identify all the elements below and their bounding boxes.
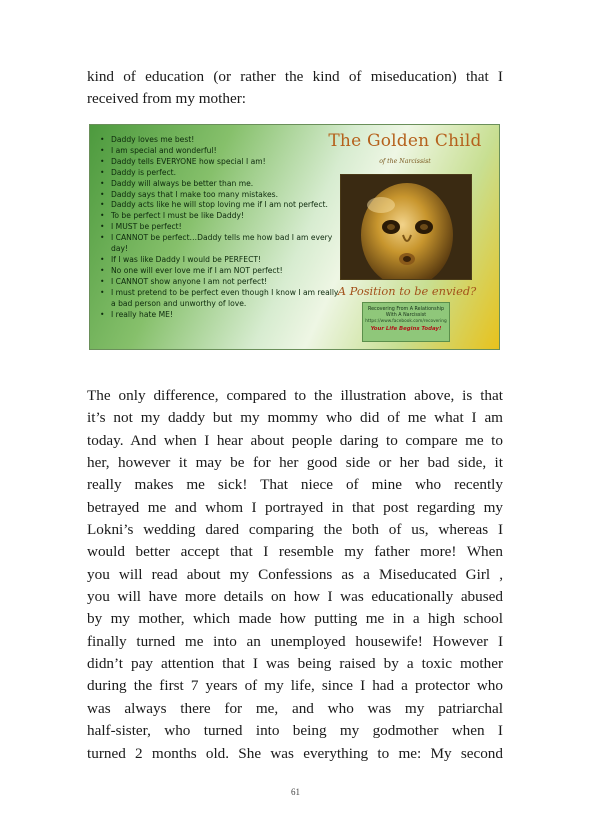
body-line: by my mother, which made how putting me in a high school — [87, 610, 503, 628]
bullet-item: • If I was like Daddy I would be PERFECT! — [99, 255, 344, 266]
body-line: betrayed me and whom I portrayed in that post regarding my — [87, 498, 503, 516]
illustration-subtitle: of the Narcissist — [379, 158, 431, 165]
body-line: it’s not my daddy but my mommy who did of me what I am — [87, 409, 503, 427]
body-line: didn’t pay attention that I was being raised by a toxic mother — [87, 655, 503, 673]
badge-url: https://www.facebook.com/recovering — [365, 319, 447, 325]
illustration-tagline: A Position to be envied? — [337, 284, 477, 298]
bullet-item: • I CANNOT be perfect…Daddy tells me how bad I am every day! — [99, 233, 344, 255]
body-line: really makes me sick! That niece of mine who recently — [87, 476, 503, 494]
intro-paragraph — [87, 66, 503, 111]
body-line: during the first 7 years of my life, since I had a protector who — [87, 677, 503, 695]
body-line: her, however it may be for her good side or her bad side, it — [87, 454, 503, 472]
body-line: finally turned me into an unemployed housewife! However I — [87, 632, 503, 650]
illustration-bullet-list — [99, 135, 344, 320]
bullet-item: • I am special and wonderful! — [99, 146, 344, 157]
illustration-title: The Golden Child — [328, 131, 482, 151]
golden-child-illustration — [89, 124, 500, 350]
bullet-item: • No one will ever love me if I am NOT perfect! — [99, 266, 344, 277]
bullet-item: • Daddy tells EVERYONE how special I am! — [99, 157, 344, 168]
bullet-item: • Daddy will always be better than me. — [99, 179, 344, 190]
bullet-item: • I really hate ME! — [99, 310, 344, 321]
badge-slogan: Your Life Begins Today! — [370, 326, 442, 333]
body-paragraph — [87, 385, 503, 765]
body-line: Lokni’s wedding dared comparing the both of us, whereas I — [87, 521, 503, 539]
bullet-item: • Daddy acts like he will stop loving me if I am not perfect. — [99, 200, 344, 211]
intro-line: kind of education (or rather the kind of miseducation) that I — [87, 68, 503, 85]
bullet-item: • Daddy says that I make too many mistakes. — [99, 190, 344, 201]
body-line: was always there for me, and who was my patriarchal — [87, 699, 503, 717]
body-line: would better accept that I resemble my father more! When — [87, 543, 503, 561]
bullet-item: • I must pretend to be perfect even though I know I am really a bad person and unworthy of love. — [99, 288, 344, 310]
bullet-item: • Daddy is perfect. — [99, 168, 344, 179]
body-line: you will have more details on how I was educationally abused — [87, 588, 503, 606]
page-number: 61 — [291, 787, 300, 797]
bullet-item: • Daddy loves me best! — [99, 135, 344, 146]
golden-child-portrait — [340, 174, 472, 280]
body-line: The only difference, compared to the illustration above, is that — [87, 387, 503, 404]
intro-line: received from my mother: — [87, 90, 246, 108]
body-line: you will read about my Confessions as a Miseducated Girl , — [87, 565, 503, 583]
bullet-item: • I CANNOT show anyone I am not perfect! — [99, 277, 344, 288]
body-line: turned 2 months old. She was everything to me: My second — [87, 744, 503, 762]
badge-line: Recovering From A Relationship With A Narcissist — [367, 307, 444, 318]
bullet-item: • To be perfect I must be like Daddy! — [99, 211, 344, 222]
recovery-badge — [362, 302, 450, 342]
body-line: half-sister, who turned into being my godmother when I — [87, 722, 503, 740]
golden-child-face-icon — [341, 175, 472, 280]
bullet-item: • I MUST be perfect! — [99, 222, 344, 233]
body-line: today. And when I hear about people daring to compare me to — [87, 431, 503, 449]
